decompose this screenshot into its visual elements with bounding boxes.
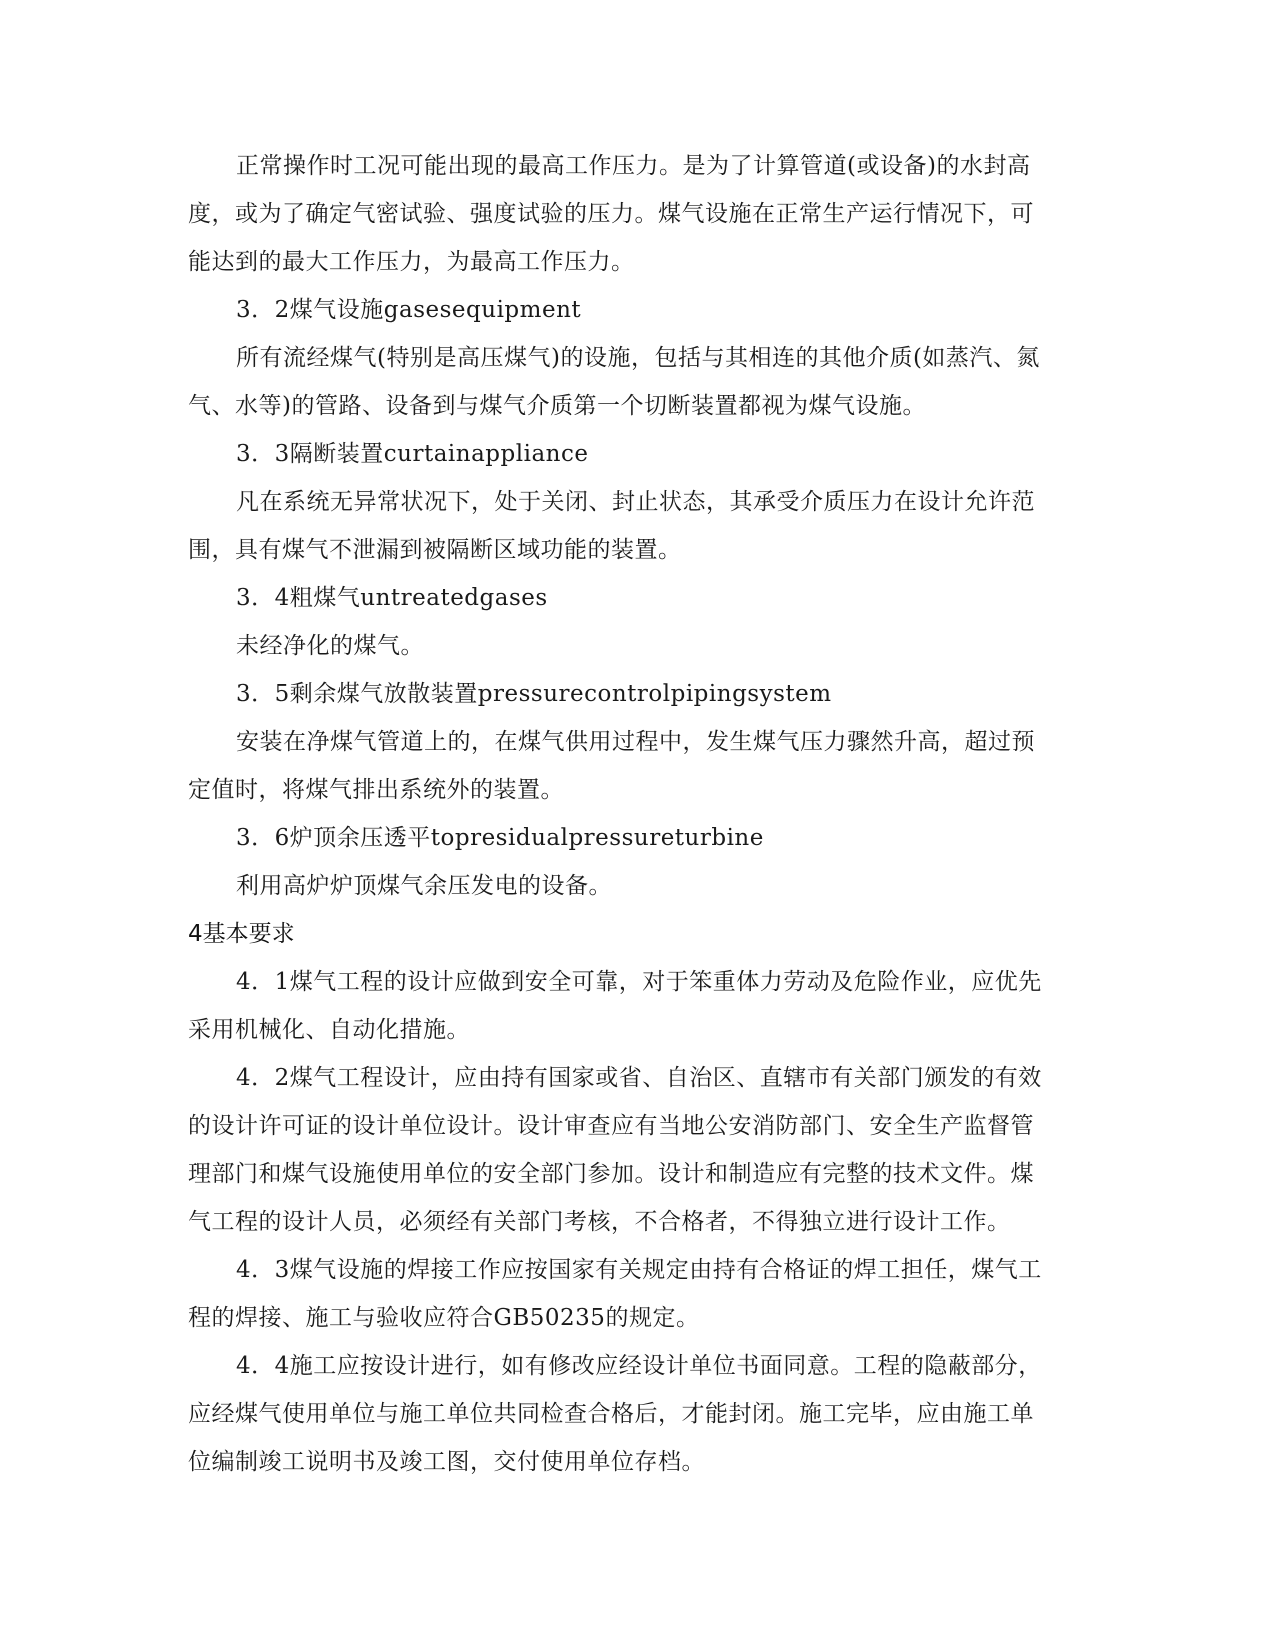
text-line: 3．2煤气设施gasesequipment [236, 297, 582, 323]
text-line: 位编制竣工说明书及竣工图，交付使用单位存档。 [188, 1449, 705, 1475]
text-line: 未经净化的煤气。 [236, 633, 424, 659]
text-line: 能达到的最大工作压力，为最高工作压力。 [188, 249, 635, 275]
text-line: 围，具有煤气不泄漏到被隔断区域功能的装置。 [188, 537, 682, 563]
text-line: 气、水等)的管路、设备到与煤气介质第一个切断装置都视为煤气设施。 [188, 393, 926, 419]
text-line: 安装在净煤气管道上的，在煤气供用过程中，发生煤气压力骤然升高，超过预 [236, 729, 1035, 755]
text-line: 程的焊接、施工与验收应符合GB50235的规定。 [188, 1305, 700, 1331]
text-line: 4．1煤气工程的设计应做到安全可靠，对于笨重体力劳动及危险作业，应优先 [236, 969, 1042, 995]
document-body [188, 142, 1088, 1486]
text-line: 4．3煤气设施的焊接工作应按国家有关规定由持有合格证的焊工担任，煤气工 [236, 1257, 1042, 1283]
section-heading: 4基本要求 [188, 921, 295, 947]
text-line: 利用高炉炉顶煤气余压发电的设备。 [236, 873, 612, 899]
text-line: 4．4施工应按设计进行，如有修改应经设计单位书面同意。工程的隐蔽部分， [236, 1353, 1042, 1379]
text-line: 正常操作时工况可能出现的最高工作压力。是为了计算管道(或设备)的水封高 [236, 153, 1031, 179]
text-line: 气工程的设计人员，必须经有关部门考核，不合格者，不得独立进行设计工作。 [188, 1209, 1011, 1235]
text-line: 度，或为了确定气密试验、强度试验的压力。煤气设施在正常生产运行情况下，可 [188, 201, 1034, 227]
text-line: 理部门和煤气设施使用单位的安全部门参加。设计和制造应有完整的技术文件。煤 [188, 1161, 1034, 1187]
text-line: 3．4粗煤气untreatedgases [236, 585, 548, 611]
text-line: 定值时，将煤气排出系统外的装置。 [188, 777, 564, 803]
text-line: 3．3隔断装置curtainappliance [236, 441, 589, 467]
text-line: 的设计许可证的设计单位设计。设计审查应有当地公安消防部门、安全生产监督管 [188, 1113, 1034, 1139]
text-line: 3．5剩余煤气放散装置pressurecontrolpipingsystem [236, 681, 832, 707]
text-line: 所有流经煤气(特别是高压煤气)的设施，包括与其相连的其他介质(如蒸汽、氮 [236, 345, 1040, 371]
text-line: 应经煤气使用单位与施工单位共同检查合格后，才能封闭。施工完毕，应由施工单 [188, 1401, 1034, 1427]
text-line: 4．2煤气工程设计，应由持有国家或省、自治区、直辖市有关部门颁发的有效 [236, 1065, 1042, 1091]
text-line: 采用机械化、自动化措施。 [188, 1017, 470, 1043]
text-line: 凡在系统无异常状况下，处于关闭、封止状态，其承受介质压力在设计允许范 [236, 489, 1035, 515]
text-line: 3．6炉顶余压透平topresidualpressureturbine [236, 825, 764, 851]
